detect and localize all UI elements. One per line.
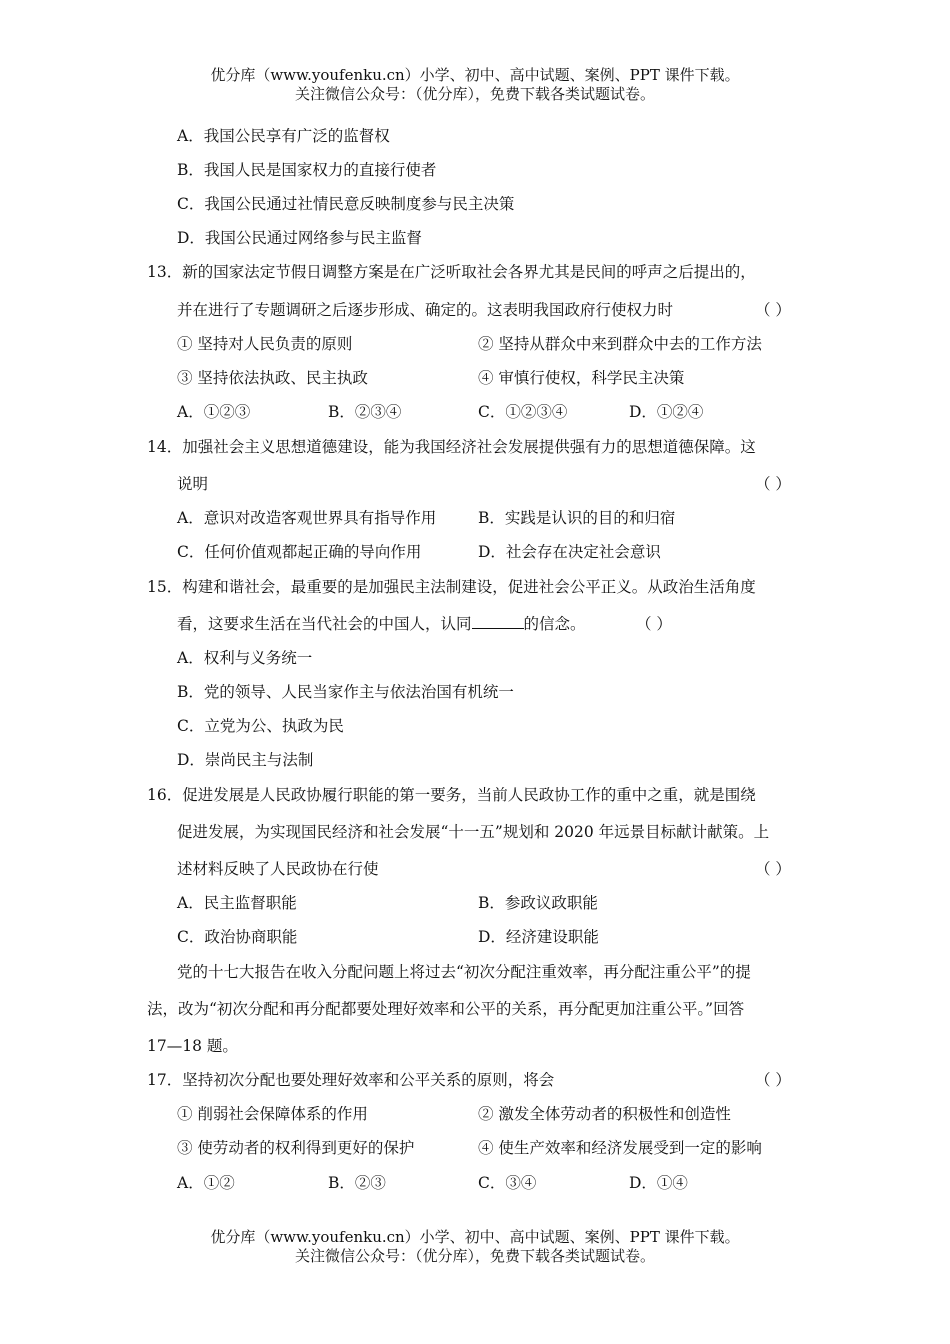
q15-stem-text-before-blank: 看，这要求生活在当代社会的中国人，认同	[177, 615, 472, 633]
q15-option-d: D．崇尚民主与法制	[177, 751, 314, 769]
q14-answer-paren: （ ）	[755, 475, 791, 493]
q14-option-d: D．社会存在决定社会意识	[478, 543, 661, 561]
q16-option-c: C．政治协商职能	[177, 928, 298, 946]
fill-blank	[472, 614, 524, 629]
q17-option-c: C．③④	[478, 1174, 537, 1192]
q16-option-d: D．经济建设职能	[478, 928, 599, 946]
q15-option-b: B．党的领导、人民当家作主与依法治国有机统一	[177, 683, 514, 701]
prev-option-d: D．我国公民通过网络参与民主监督	[177, 229, 422, 247]
q13-option-d: D．①②④	[629, 403, 704, 421]
q16-option-a: A．民主监督职能	[177, 894, 297, 912]
prev-option-a: A．我国公民享有广泛的监督权	[177, 127, 390, 145]
q13-option-a: A．①②③	[177, 403, 251, 421]
footer-line-1: 优分库（www.youfenku.cn）小学、初中、高中试题、案例、PPT 课件下载。	[210, 1228, 740, 1246]
q15-stem-text-after-blank: 的信念。	[523, 615, 586, 633]
q13-statement-3: ③ 坚持依法执政、民主执政	[177, 369, 368, 387]
q14-stem-line-1: 14．加强社会主义思想道德建设，能为我国经济社会发展提供强有力的思想道德保障。这	[147, 438, 756, 456]
q14-option-a: A．意识对改造客观世界具有指导作用	[177, 509, 437, 527]
q13-stem-line-1: 13．新的国家法定节假日调整方案是在广泛听取社会各界尤其是民间的呼声之后提出的，	[147, 263, 756, 281]
q13-stem-line-2: 并在进行了专题调研之后逐步形成、确定的。这表明我国政府行使权力时	[177, 301, 674, 319]
prev-option-b: B．我国人民是国家权力的直接行使者	[177, 161, 437, 179]
q13-statement-1: ① 坚持对人民负责的原则	[177, 335, 353, 353]
q15-stem-line-1: 15．构建和谐社会，最重要的是加强民主法制建设，促进社会公平正义。从政治生活角度	[147, 578, 756, 596]
q17-answer-paren: （ ）	[755, 1071, 791, 1089]
prev-option-c: C．我国公民通过社情民意反映制度参与民主决策	[177, 195, 515, 213]
q15-option-c: C．立党为公、执政为民	[177, 717, 344, 735]
q14-stem-line-2: 说明	[177, 475, 209, 493]
q13-answer-paren: （ ）	[755, 301, 791, 319]
q15-answer-paren: （ ）	[636, 615, 672, 633]
q14-option-c: C．任何价值观都起正确的导向作用	[177, 543, 422, 561]
passage-line-2: 法，改为“初次分配和再分配都要处理好效率和公平的关系，再分配更加注重公平。”回答	[147, 1000, 745, 1018]
q16-stem-line-3: 述材料反映了人民政协在行使	[177, 860, 379, 878]
q15-stem-line-2	[177, 614, 586, 634]
q13-statement-2: ② 坚持从群众中来到群众中去的工作方法	[478, 335, 762, 353]
q16-option-b: B．参政议政职能	[478, 894, 598, 912]
passage-line-3: 17—18 题。	[147, 1037, 238, 1055]
q16-stem-line-1: 16．促进发展是人民政协履行职能的第一要务，当前人民政协工作的重中之重，就是围绕	[147, 786, 756, 804]
q17-statement-3: ③ 使劳动者的权利得到更好的保护	[177, 1139, 415, 1157]
q15-option-a: A．权利与义务统一	[177, 649, 313, 667]
q17-statement-1: ① 削弱社会保障体系的作用	[177, 1105, 368, 1123]
q17-option-d: D．①④	[629, 1174, 688, 1192]
q13-option-b: B．②③④	[328, 403, 402, 421]
q17-statement-4: ④ 使生产效率和经济发展受到一定的影响	[478, 1139, 762, 1157]
footer-line-2: 关注微信公众号：（优分库），免费下载各类试题试卷。	[294, 1247, 655, 1265]
q14-option-b: B．实践是认识的目的和归宿	[478, 509, 676, 527]
header-line-2: 关注微信公众号：（优分库），免费下载各类试题试卷。	[294, 85, 655, 103]
q16-answer-paren: （ ）	[755, 860, 791, 878]
q17-stem-line-1: 17．坚持初次分配也要处理好效率和公平关系的原则，将会	[147, 1071, 555, 1089]
q17-statement-2: ② 激发全体劳动者的积极性和创造性	[478, 1105, 731, 1123]
q13-option-c: C．①②③④	[478, 403, 568, 421]
header-line-1: 优分库（www.youfenku.cn）小学、初中、高中试题、案例、PPT 课件下载。	[210, 66, 740, 84]
passage-line-1: 党的十七大报告在收入分配问题上将过去“初次分配注重效率，再分配注重公平”的提	[177, 963, 751, 981]
q17-option-a: A．①②	[177, 1174, 235, 1192]
q16-stem-line-2: 促进发展，为实现国民经济和社会发展“十一五”规划和 2020 年远景目标献计献策。上	[177, 823, 770, 841]
q13-statement-4: ④ 审慎行使权，科学民主决策	[478, 369, 685, 387]
q17-option-b: B．②③	[328, 1174, 386, 1192]
